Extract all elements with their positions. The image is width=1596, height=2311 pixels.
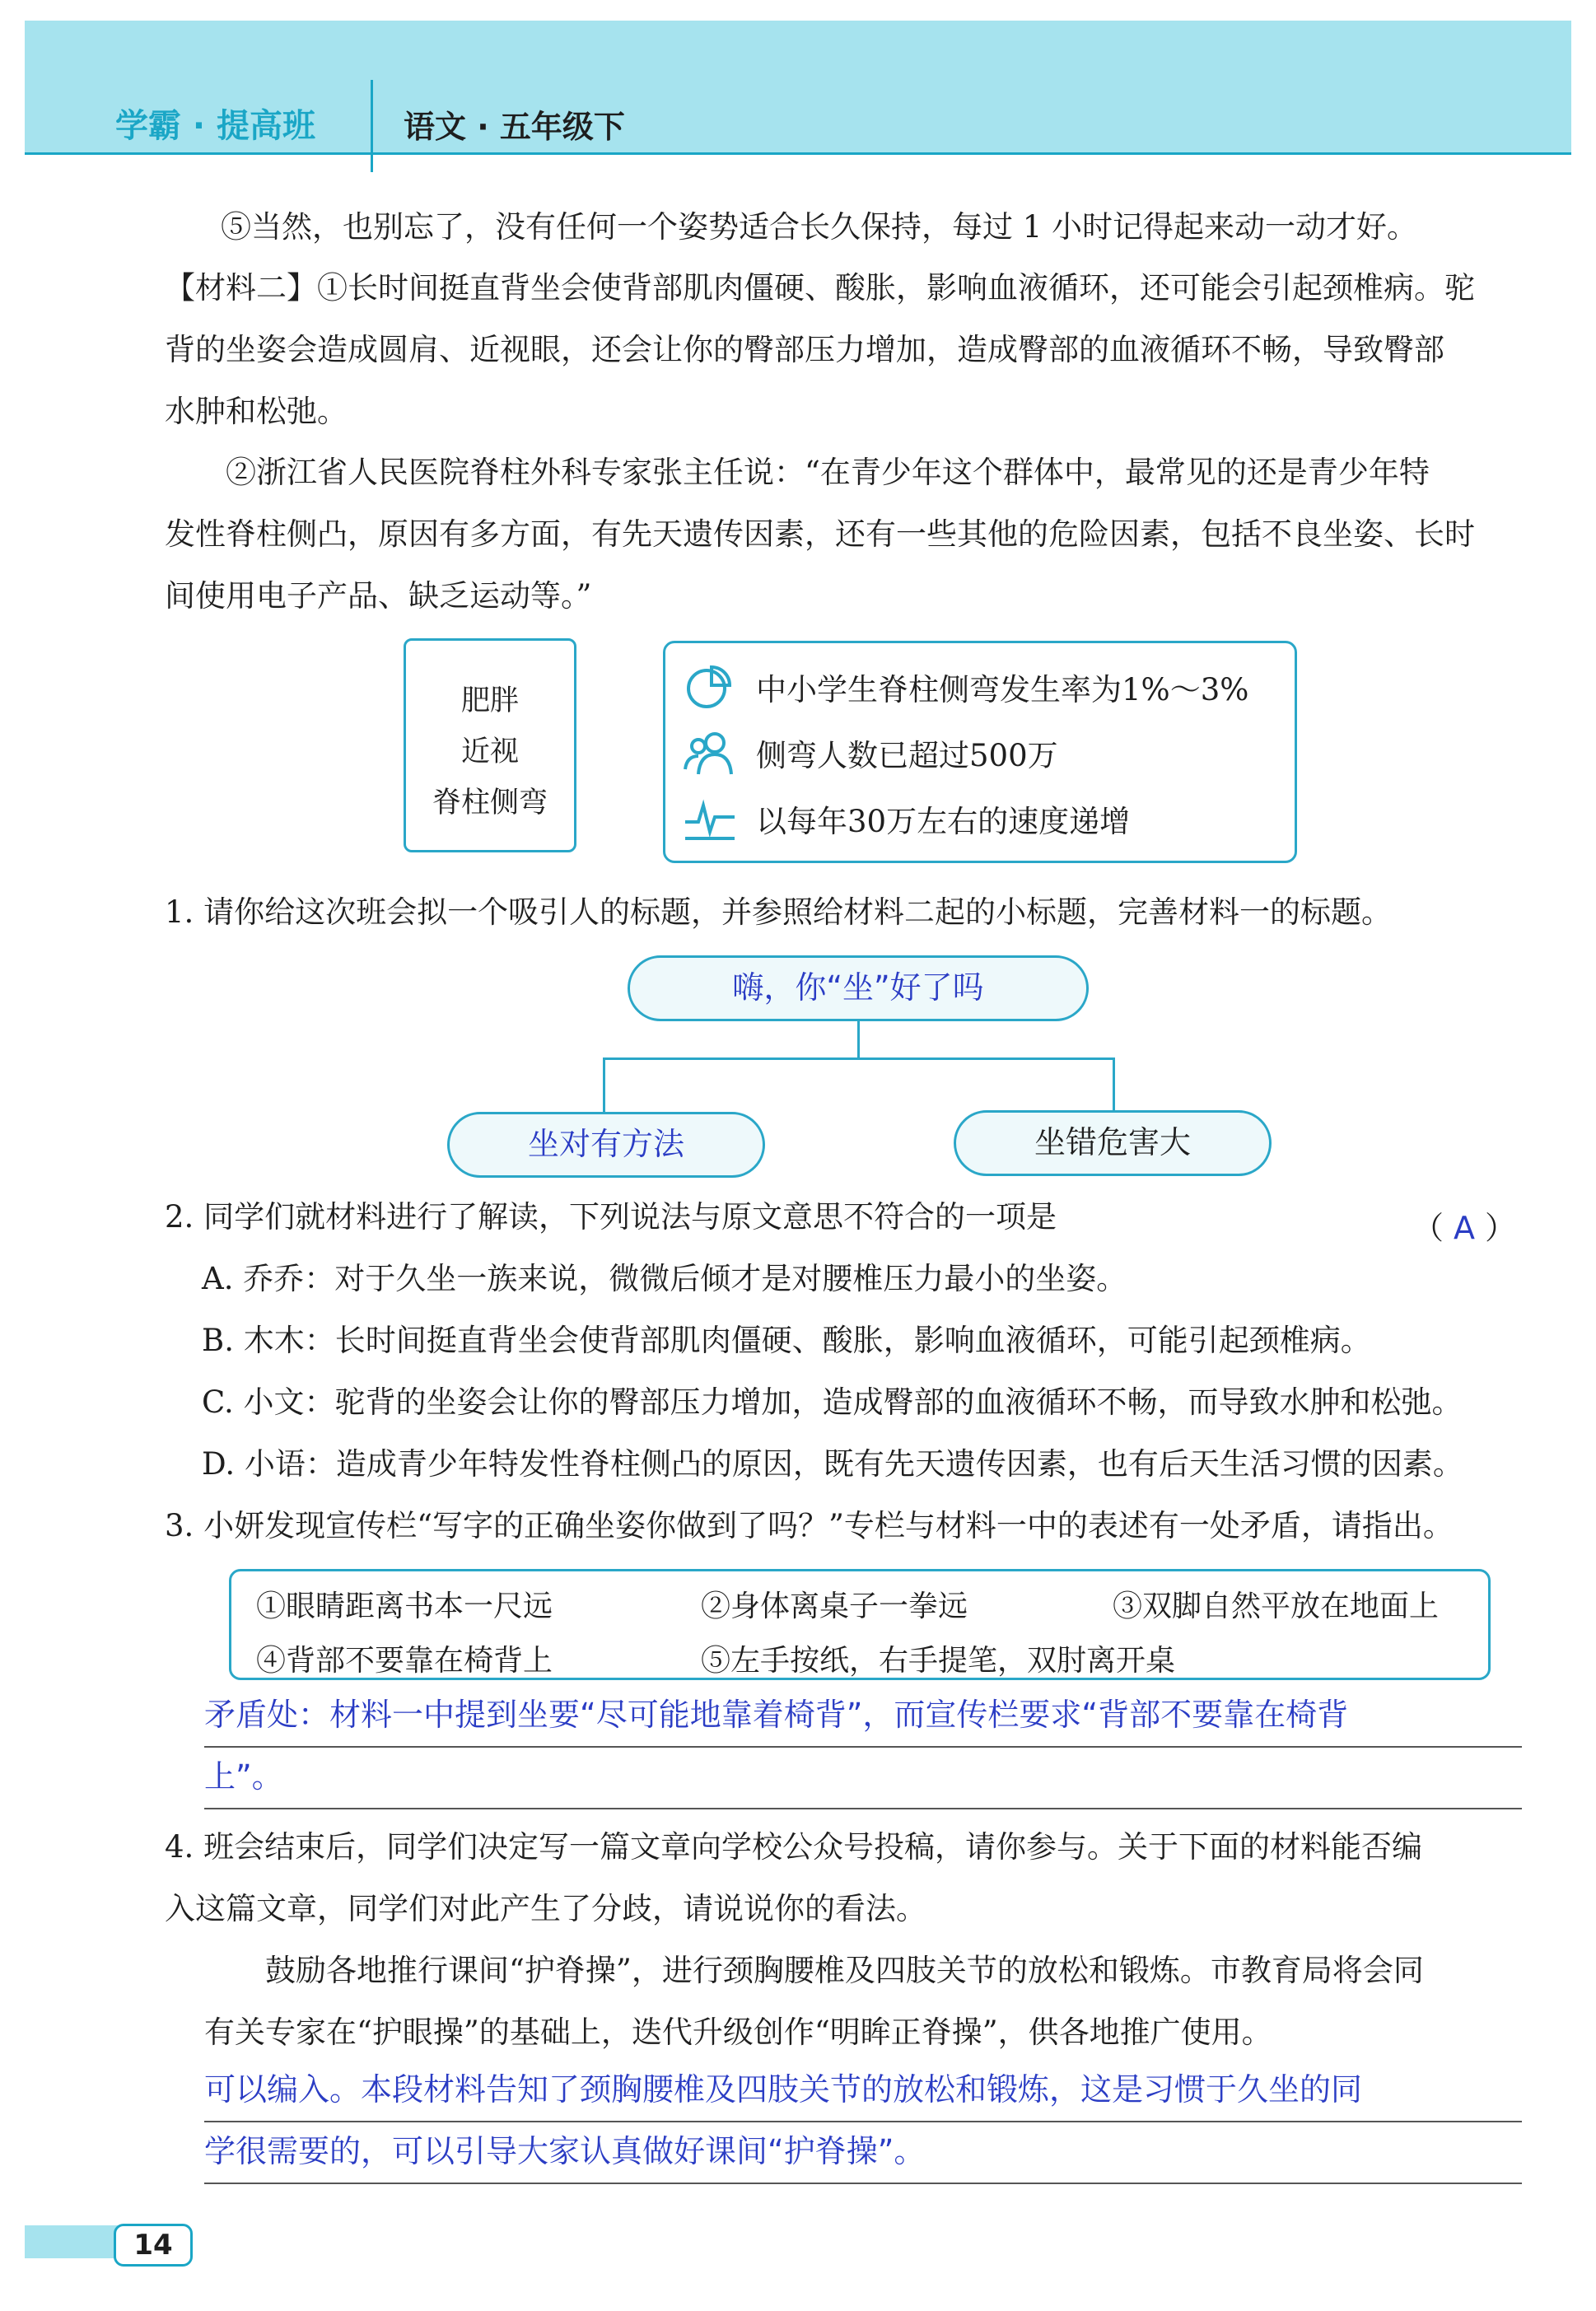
question-text: 2. 同学们就材料进行了解读，下列说法与原文意思不符合的一项是 — [165, 1199, 1057, 1235]
material1-point5 — [221, 196, 1580, 258]
scroll-item: 肥胖 — [460, 684, 519, 717]
left-subtitle: 坐对有方法 — [527, 1126, 684, 1162]
answer-rule — [204, 1808, 1522, 1809]
poster-item: ④背部不要靠在椅背上 — [256, 1644, 553, 1678]
tree-connector — [603, 1057, 605, 1112]
text-line: 水肿和松弛。 — [165, 394, 348, 429]
poster-box — [229, 1569, 1491, 1680]
text-line: ⑤当然，也别忘了，没有任何一个姿势适合长久保持，每过 1 小时记得起来动一动才好。 — [221, 209, 1418, 245]
q2-answer: A — [1454, 1210, 1476, 1246]
text-line: ②浙江省人民医院脊柱外科专家张主任说：“在青少年这个群体中，最常见的还是青少年特 — [165, 455, 1430, 490]
bracket-close: ） — [1485, 1210, 1517, 1246]
subject-title: 语文 · 五年级下 — [404, 109, 625, 145]
answer-line: 可以编入。本段材料告知了颈胸腰椎及四肢关节的放松和锻炼，这是习惯于久坐的同 — [204, 2071, 1363, 2108]
option-c: C. 小文：驼背的坐姿会让你的臀部压力增加，造成臀部的血液循环不畅，而导致水肿和松弛。 — [202, 1384, 1463, 1420]
subtitle-right-box — [954, 1110, 1272, 1176]
bracket-open: （ — [1412, 1210, 1444, 1246]
header-underline — [25, 152, 1571, 155]
material-line: 鼓励各地推行课间“护脊操”，进行颈胸腰椎及四肢关节的放松和锻炼。市教育局将会同 — [204, 1953, 1424, 1988]
question-4 — [165, 1816, 1565, 1940]
poster-item: ③双脚自然平放在地面上 — [1113, 1590, 1440, 1623]
stat-text: 中小学生脊柱侧弯发生率为1%～3% — [756, 672, 1249, 707]
pie-chart-icon — [682, 662, 740, 712]
title-root-box — [628, 955, 1089, 1021]
question-text: 3. 小妍发现宣传栏“写字的正确坐姿你做到了吗？”专栏与材料一中的表述有一处矛盾，请指出。 — [165, 1508, 1454, 1543]
tree-connector — [603, 1057, 1115, 1060]
stat-text: 侧弯人数已超过500万 — [756, 738, 1058, 773]
poster-item: ①眼睛距离书本一尺远 — [256, 1590, 553, 1623]
trend-line-icon — [682, 794, 740, 843]
answer-rule — [204, 2183, 1522, 2184]
tree-connector — [1113, 1057, 1115, 1112]
text-line: 发性脊柱侧凸，原因有多方面，有先天遗传因素，还有一些其他的危险因素，包括不良坐姿、长时 — [165, 516, 1475, 552]
material-line: 有关专家在“护眼操”的基础上，迭代升级创作“明眸正脊操”，供各地推广使用。 — [204, 2015, 1272, 2050]
text-line: 【材料二】①长时间挺直背坐会使背部肌肉僵硬、酸胀，影响血液循环，还可能会引起颈椎病。驼 — [165, 270, 1475, 306]
q2-options — [202, 1248, 1569, 1495]
header-divider — [371, 80, 373, 172]
stat-row — [682, 658, 1248, 716]
root-title: 嗨，你“坐”好了吗 — [732, 969, 984, 1006]
subtitle-left-box — [447, 1112, 765, 1178]
stat-row — [682, 724, 1058, 782]
answer-line: 上”。 — [204, 1758, 283, 1795]
answer-rule — [204, 1746, 1522, 1748]
material2-point2 — [165, 441, 1524, 627]
question-1 — [165, 881, 1565, 943]
stat-text: 以每年30万左右的速度递增 — [756, 804, 1131, 839]
people-icon — [682, 728, 740, 777]
scroll-item: 近视 — [460, 735, 519, 768]
q4-material — [204, 1940, 1563, 2063]
text-line: 间使用电子产品、缺乏运动等。” — [165, 578, 592, 614]
option-b: B. 木木：长时间挺直背坐会使背部肌肉僵硬、酸胀，影响血液循环，可能引起颈椎病。 — [202, 1323, 1371, 1358]
page-header — [25, 21, 1571, 152]
text-line: 背的坐姿会造成圆肩、近视眼，还会让你的臀部压力增加，造成臀部的血液循环不畅，导致臀部 — [165, 332, 1444, 367]
question-3 — [165, 1495, 1565, 1557]
question-text: 入这篇文章，同学们对此产生了分歧，请说说你的看法。 — [165, 1891, 926, 1926]
poster-item: ⑤左手按纸，右手提笔，双肘离开桌 — [701, 1644, 1176, 1678]
question-2 — [165, 1186, 1524, 1248]
answer-rule — [204, 2121, 1522, 2122]
scroll-item: 脊柱侧弯 — [432, 787, 548, 819]
question-text: 1. 请你给这次班会拟一个吸引人的标题，并参照给材料二起的小标题，完善材料一的标题。 — [165, 894, 1393, 930]
risk-scroll — [404, 638, 576, 852]
page-number: 14 — [114, 2224, 193, 2267]
stat-row — [682, 790, 1130, 847]
answer-line: 矛盾处：材料一中提到坐要“尽可能地靠着椅背”，而宣传栏要求“背部不要靠在椅背 — [204, 1697, 1349, 1733]
stats-box — [663, 641, 1297, 863]
answer-bracket — [1412, 1202, 1516, 1248]
right-subtitle: 坐错危害大 — [1034, 1124, 1191, 1160]
brand-title: 学霸 · 提高班 — [115, 107, 316, 145]
question-text: 4. 班会结束后，同学们决定写一篇文章向学校公众号投稿，请你参与。关于下面的材料能否编 — [165, 1829, 1423, 1865]
option-a: A. 乔乔：对于久坐一族来说，微微后倾才是对腰椎压力最小的坐姿。 — [202, 1261, 1127, 1296]
answer-line: 学很需要的，可以引导大家认真做好课间“护脊操”。 — [204, 2133, 926, 2169]
material2-point1 — [165, 257, 1524, 442]
tree-connector — [857, 1021, 860, 1057]
poster-item: ②身体离桌子一拳远 — [701, 1590, 968, 1623]
option-d: D. 小语：造成青少年特发性脊柱侧凸的原因，既有先天遗传因素，也有后天生活习惯的因素。 — [202, 1446, 1463, 1482]
